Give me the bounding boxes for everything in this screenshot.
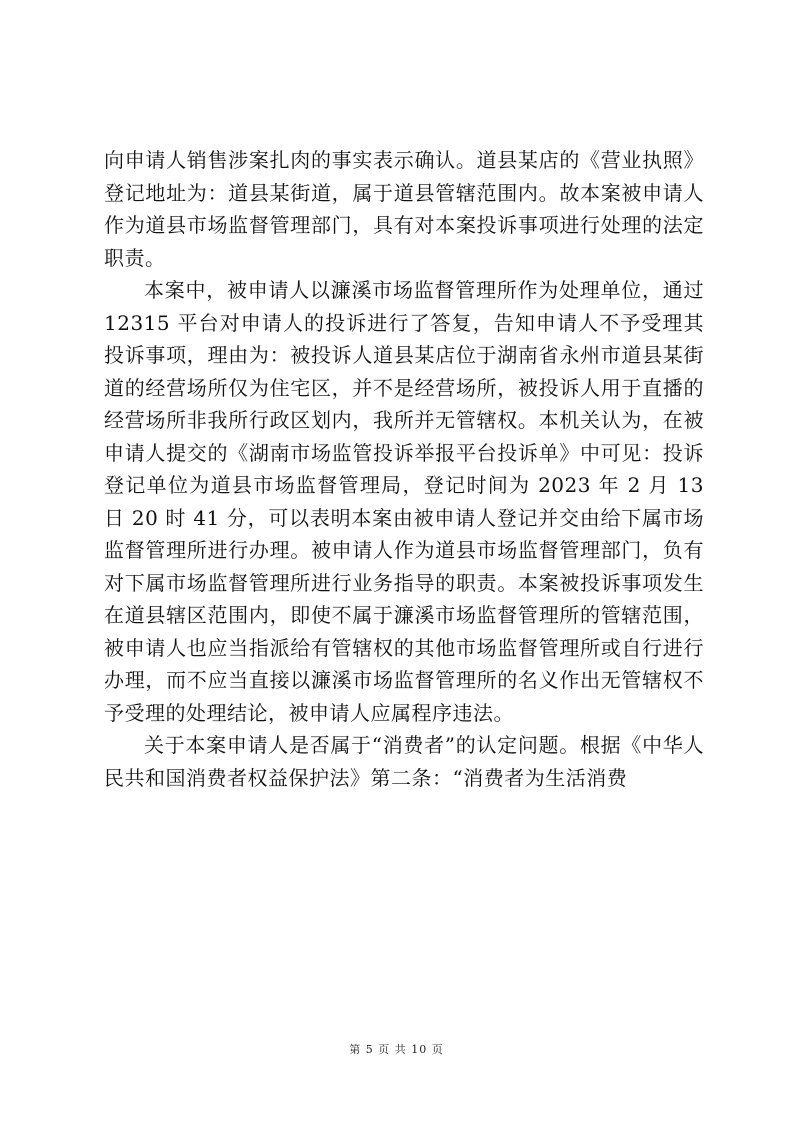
page-number-footer: 第 5 页 共 10 页 bbox=[349, 1043, 444, 1056]
paragraph-2: 本案中，被申请人以濂溪市场监督管理所作为处理单位，通过 12315 平台对申请人的投诉进行了答复，告知申请人不予受理其投诉事项，理由为：被投诉人道县某店位于湖南省永州市道县某街道的经营场所仅为住宅区，并不是经营场所，被投诉人用于直播的经营场所非我所行政区划内，我所并无管辖权。本机关认为，在被申请人提交的《湖南市场监管投诉举报平台投诉单》中可见：投诉登记单位为道县市场监督管理局，登记时间为 2023 年 2 月 13 日 20 时 41 分，可以表明本案由被申请人登记并交由给下属市场监督管理所进行办理。被申请人作为道县市场监督管理部门，负有对下属市场监督管理所进行业务指导的职责。本案被投诉事项发生在道县辖区范围内，即使不属于濂溪市场监督管理所的管辖范围，被申请人也应当指派给有管辖权的其他市场监督管理所或自行进行办理，而不应当直接以濂溪市场监督管理所的名义作出无管辖权不予受理的处理结论，被申请人应属程序违法。 bbox=[104, 278, 704, 725]
paragraph-3: 关于本案申请人是否属于“消费者”的认定问题。根据《中华人民共和国消费者权益保护法》第二条：“消费者为生活消费 bbox=[104, 733, 704, 790]
paragraph-1: 向申请人销售涉案扎肉的事实表示确认。道县某店的《营业执照》登记地址为：道县某街道，属于道县管辖范围内。故本案被申请人作为道县市场监督管理部门，具有对本案投诉事项进行处理的法定职责。 bbox=[104, 148, 704, 270]
document-body bbox=[104, 144, 704, 794]
